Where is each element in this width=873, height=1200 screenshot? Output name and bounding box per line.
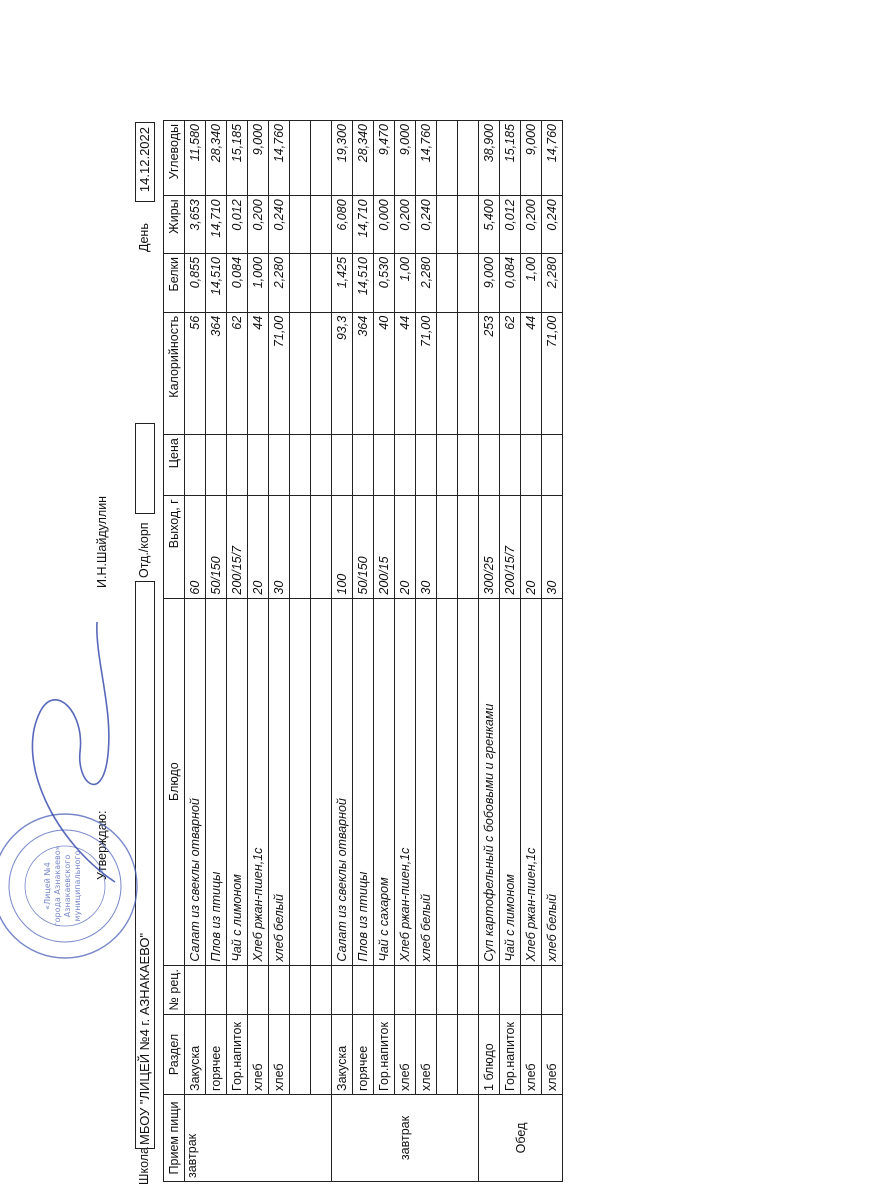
dish-cell: Салат из свеклы отварной <box>332 598 353 965</box>
protein-cell: 2,280 <box>416 253 437 312</box>
kcal-cell: 253 <box>479 312 500 434</box>
output-cell: 30 <box>269 496 290 598</box>
carbs-cell: 14,760 <box>416 121 437 196</box>
fat-cell: 0,200 <box>395 196 416 254</box>
section-cell: хлеб <box>248 1014 269 1094</box>
approved-label: Утверждаю: <box>95 810 109 880</box>
dish-cell: Плов из птицы <box>206 598 227 965</box>
fat-cell: 0,240 <box>269 196 290 254</box>
dish-cell: хлеб белый <box>269 598 290 965</box>
col-price: Цена <box>164 435 185 496</box>
kcal-cell: 56 <box>185 312 206 434</box>
kcal-cell: 44 <box>521 312 542 434</box>
carbs-cell: 15,185 <box>500 121 521 196</box>
section-cell: хлеб <box>416 1014 437 1094</box>
date-value: 14.12.2022 <box>137 127 152 193</box>
day-label: День <box>137 223 151 252</box>
school-name: МБОУ "ЛИЦЕЙ №4 г. АЗНАКАЕВО" <box>137 932 152 1145</box>
output-cell: 50/150 <box>353 496 374 598</box>
col-meal: Прием пищи <box>164 1094 185 1181</box>
approval-line <box>93 122 113 1182</box>
protein-cell: 9,000 <box>479 253 500 312</box>
protein-cell: 14,510 <box>353 253 374 312</box>
section-cell: Закуска <box>332 1014 353 1094</box>
kcal-cell: 71,00 <box>416 312 437 434</box>
output-cell: 300/25 <box>479 496 500 598</box>
approver-name: И.Н.Шайдуллин <box>95 495 109 588</box>
output-cell: 200/15 <box>374 496 395 598</box>
menu-sheet <box>43 122 565 1185</box>
section-cell: Гор.напиток <box>500 1014 521 1094</box>
section-cell: хлеб <box>521 1014 542 1094</box>
output-cell: 200/15/7 <box>500 496 521 598</box>
output-cell: 20 <box>248 496 269 598</box>
output-cell: 30 <box>542 496 563 598</box>
section-cell: Гор.напиток <box>374 1014 395 1094</box>
section-cell: Гор.напиток <box>227 1014 248 1094</box>
dish-cell: Хлеб ржан-пшен,1с <box>395 598 416 965</box>
meal-cell: завтрак <box>332 1094 479 1181</box>
fat-cell: 0,240 <box>542 196 563 254</box>
kcal-cell: 93,3 <box>332 312 353 434</box>
col-section: Раздел <box>164 1014 185 1094</box>
dish-cell: Чай с лимоном <box>227 598 248 965</box>
carbs-cell: 14,760 <box>269 121 290 196</box>
fat-cell: 0,200 <box>521 196 542 254</box>
output-cell: 30 <box>416 496 437 598</box>
section-cell: хлеб <box>269 1014 290 1094</box>
fat-cell: 14,710 <box>353 196 374 254</box>
carbs-cell: 11,580 <box>185 121 206 196</box>
carbs-cell: 28,340 <box>353 121 374 196</box>
dish-cell: Хлеб ржан-пшен,1с <box>248 598 269 965</box>
carbs-cell: 28,340 <box>206 121 227 196</box>
col-fat: Жиры <box>164 196 185 254</box>
section-cell: горячее <box>353 1014 374 1094</box>
kcal-cell: 71,00 <box>542 312 563 434</box>
protein-cell: 0,084 <box>500 253 521 312</box>
kcal-cell: 44 <box>248 312 269 434</box>
protein-cell: 1,425 <box>332 253 353 312</box>
output-cell: 50/150 <box>206 496 227 598</box>
kcal-cell: 71,00 <box>269 312 290 434</box>
svg-text:Азнакаевского: Азнакаевского <box>63 854 72 918</box>
dish-cell: Хлеб ржан-пшен,1с <box>521 598 542 965</box>
dish-cell: Чай с сахаром <box>374 598 395 965</box>
section-cell: 1 блюдо <box>479 1014 500 1094</box>
round-seal <box>0 814 137 958</box>
svg-text:муниципального: муниципального <box>73 850 82 922</box>
school-label: Школа <box>137 1147 151 1185</box>
fat-cell: 0,240 <box>416 196 437 254</box>
carbs-cell: 9,470 <box>374 121 395 196</box>
dept-label: Отд./корп <box>137 522 151 578</box>
kcal-cell: 364 <box>353 312 374 434</box>
protein-cell: 2,280 <box>542 253 563 312</box>
fat-cell: 0,000 <box>374 196 395 254</box>
output-cell: 20 <box>521 496 542 598</box>
carbs-cell: 9,000 <box>521 121 542 196</box>
protein-cell: 1,000 <box>248 253 269 312</box>
fat-cell: 3,653 <box>185 196 206 254</box>
section-cell: горячее <box>206 1014 227 1094</box>
dish-cell: хлеб белый <box>416 598 437 965</box>
dish-cell: Суп картофельный с бобовыми и гренками <box>479 598 500 965</box>
col-output: Выход, г <box>164 496 185 598</box>
section-cell: Закуска <box>185 1014 206 1094</box>
protein-cell: 0,084 <box>227 253 248 312</box>
output-cell: 200/15/7 <box>227 496 248 598</box>
dish-cell: Салат из свеклы отварной <box>185 598 206 965</box>
fat-cell: 5,400 <box>479 196 500 254</box>
carbs-cell: 14,760 <box>542 121 563 196</box>
svg-text:города Азнакаево»: города Азнакаево» <box>53 845 62 927</box>
carbs-cell: 15,185 <box>227 121 248 196</box>
col-kcal: Калорийность <box>164 312 185 434</box>
protein-cell: 0,530 <box>374 253 395 312</box>
carbs-cell: 9,000 <box>248 121 269 196</box>
kcal-cell: 364 <box>206 312 227 434</box>
fat-cell: 0,012 <box>227 196 248 254</box>
section-cell: хлеб <box>395 1014 416 1094</box>
col-protein: Белки <box>164 253 185 312</box>
kcal-cell: 62 <box>500 312 521 434</box>
carbs-cell: 19,300 <box>332 121 353 196</box>
dish-cell: хлеб белый <box>542 598 563 965</box>
protein-cell: 14,510 <box>206 253 227 312</box>
fat-cell: 0,012 <box>500 196 521 254</box>
protein-cell: 0,855 <box>185 253 206 312</box>
carbs-cell: 9,000 <box>395 121 416 196</box>
kcal-cell: 40 <box>374 312 395 434</box>
col-recipe: № рец. <box>164 965 185 1014</box>
kcal-cell: 62 <box>227 312 248 434</box>
output-cell: 20 <box>395 496 416 598</box>
protein-cell: 2,280 <box>269 253 290 312</box>
meal-cell: Обед <box>479 1094 563 1181</box>
col-dish: Блюдо <box>164 598 185 965</box>
fat-cell: 14,710 <box>206 196 227 254</box>
dish-cell: Чай с лимоном <box>500 598 521 965</box>
col-carbs: Углеводы <box>164 121 185 196</box>
section-cell: хлеб <box>542 1014 563 1094</box>
carbs-cell: 38,900 <box>479 121 500 196</box>
fat-cell: 0,200 <box>248 196 269 254</box>
meal-cell: завтрак <box>185 1094 332 1181</box>
output-cell: 60 <box>185 496 206 598</box>
output-cell: 100 <box>332 496 353 598</box>
protein-cell: 1,00 <box>521 253 542 312</box>
dish-cell: Плов из птицы <box>353 598 374 965</box>
svg-text:«Лицей №4: «Лицей №4 <box>43 862 52 910</box>
protein-cell: 1,00 <box>395 253 416 312</box>
kcal-cell: 44 <box>395 312 416 434</box>
fat-cell: 6,080 <box>332 196 353 254</box>
